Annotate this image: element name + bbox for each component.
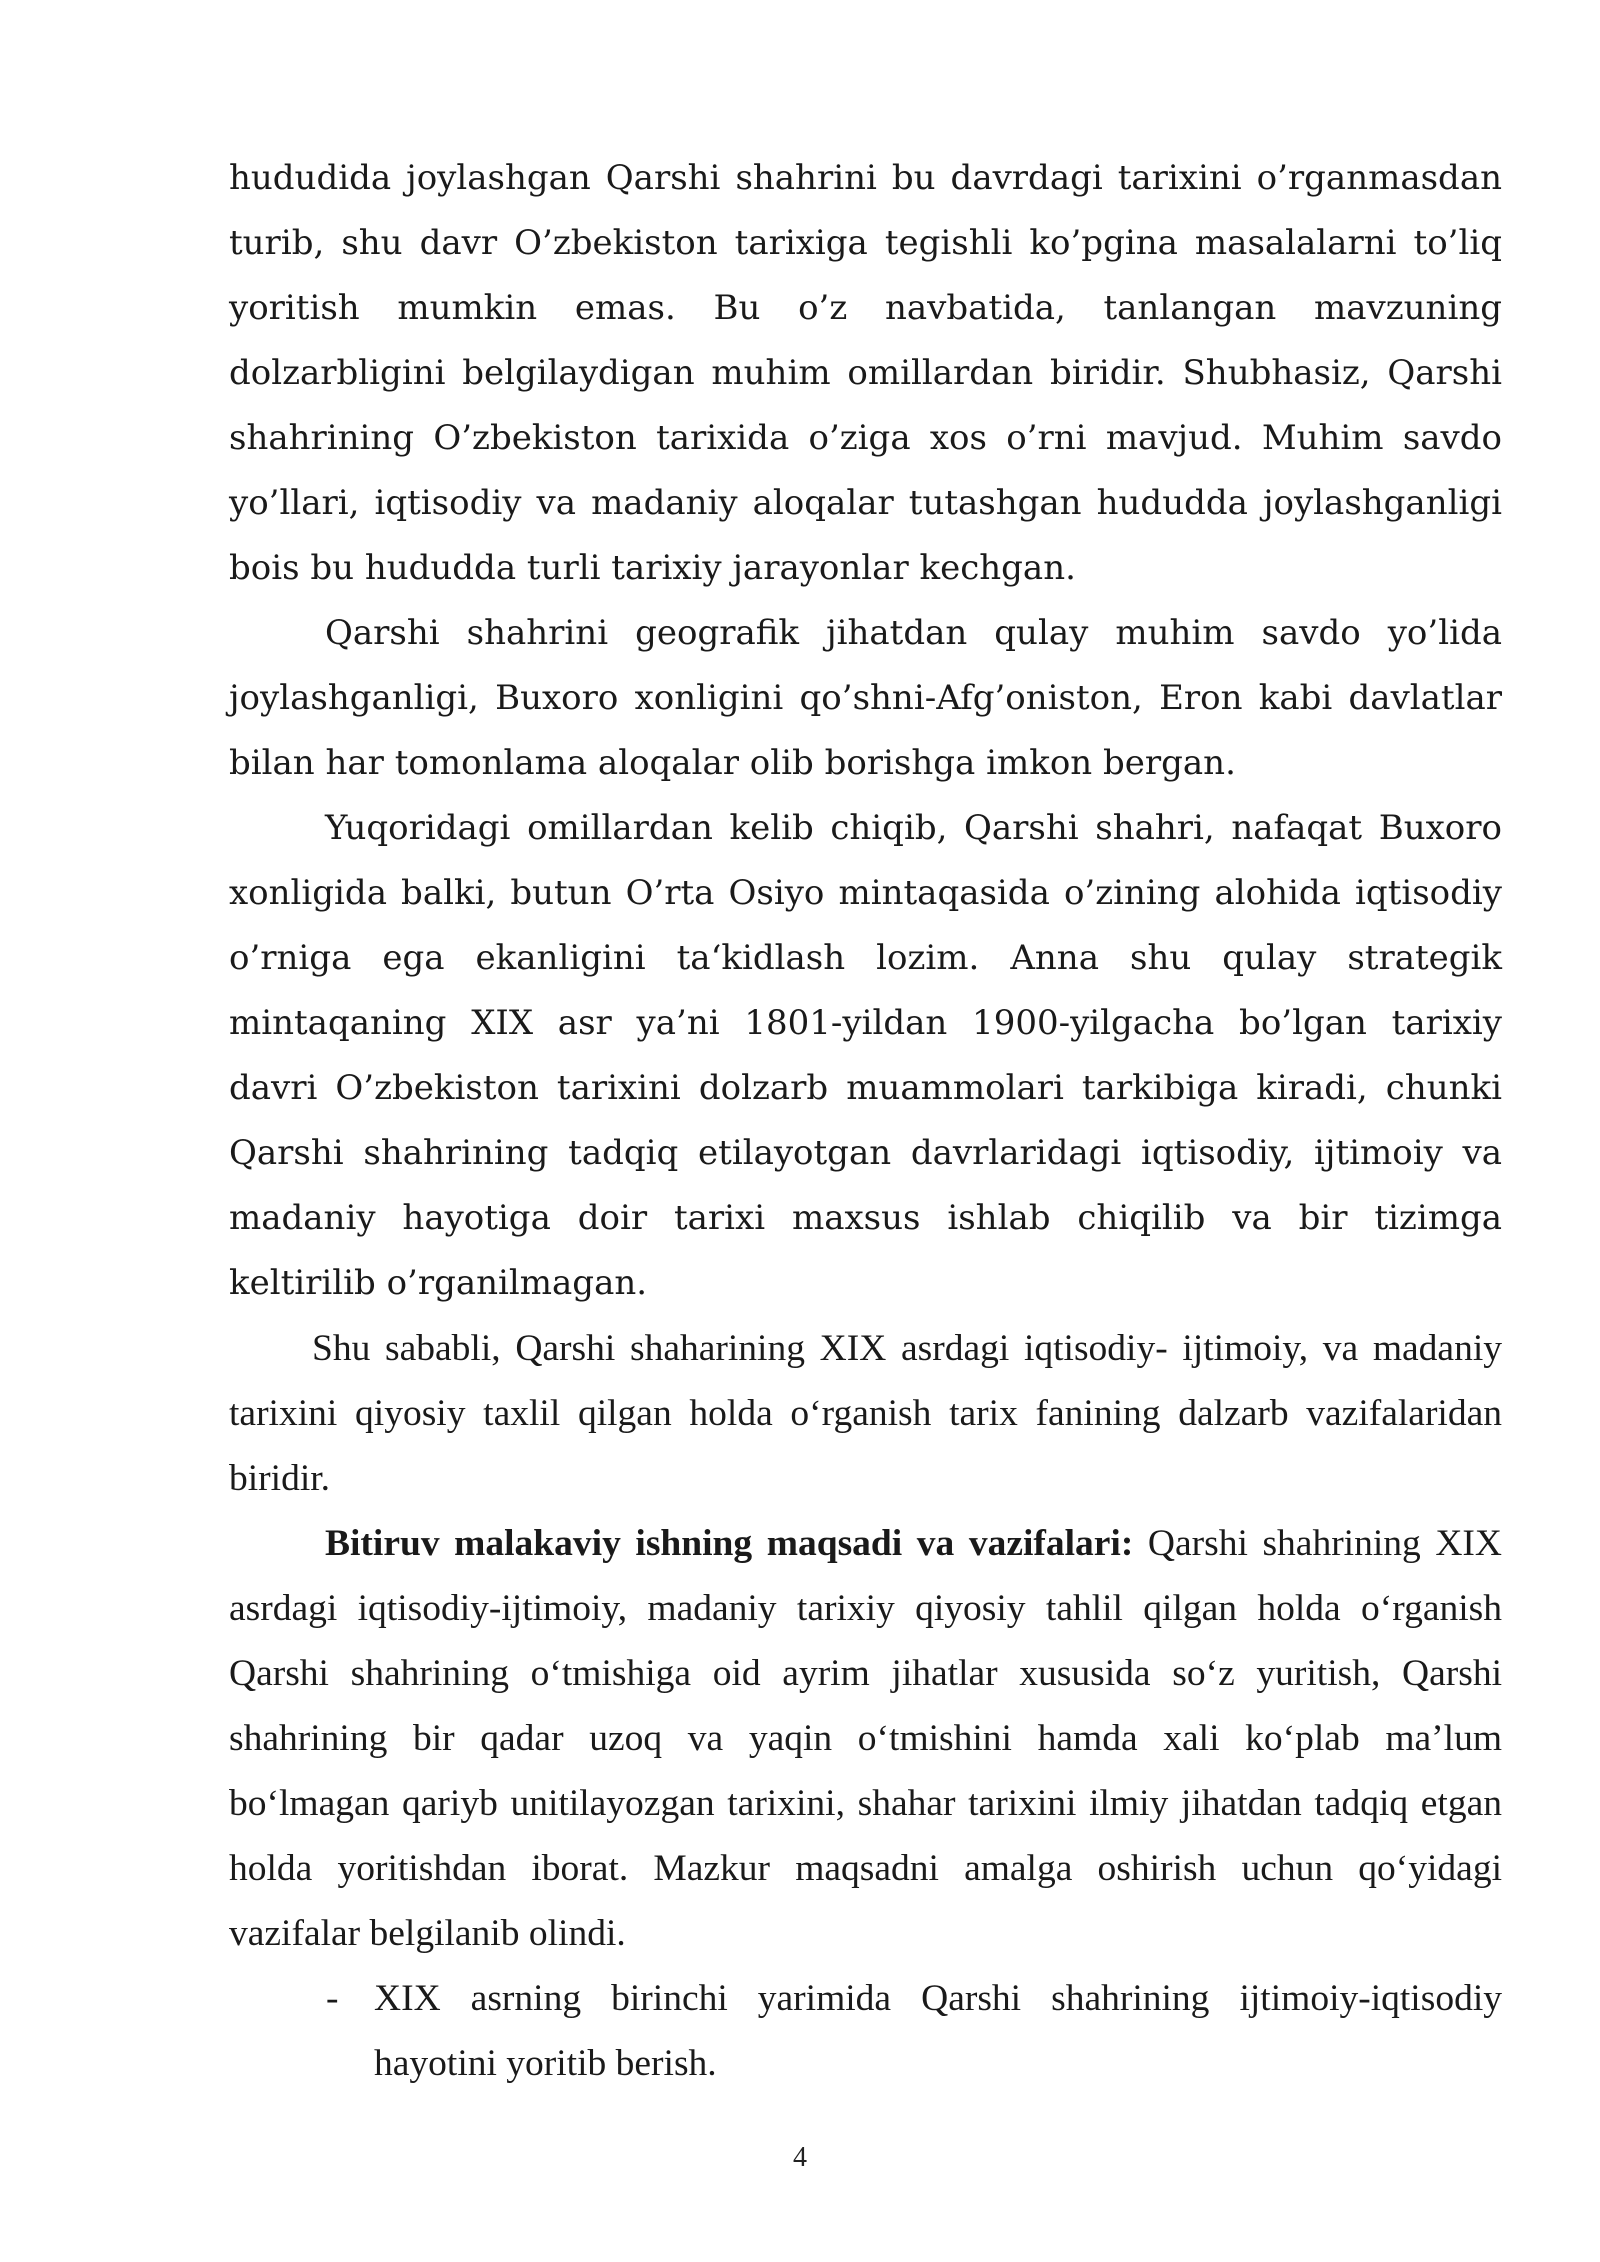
paragraph-relevance: Shu sababli, Qarshi shaharining XIX asrdagi iqtisodiy- ijtimoiy, va madaniy tarixini qiyosiy taxlil qilgan holda o‘rganish tarix fanining dalzarb vazifalaridan biridir. <box>229 1328 1502 1499</box>
list-item-text: XIX asrning birinchi yarimida Qarshi shahrining ijtimoiy-iqtisodiy hayotini yoritib berish. <box>374 1978 1502 2084</box>
list-item <box>229 1966 1502 2096</box>
goals-text: Qarshi shahrining XIX asrdagi iqtisodiy-ijtimoiy, madaniy tarixiy qiyosiy tahlil qilgan holda o‘rganish Qarshi shahrining o‘tmishiga oid ayrim jihatlar xususida so‘z yuritish, Qarshi shahrining bir qadar uzoq va yaqin o‘tmishini hamda xali ko‘plab ma’lum bo‘lmagan qariyb unitilayozgan tarixini, shahar tarixini ilmiy jihatdan tadqiq etgan holda yoritishdan iborat. Mazkur maqsadni amalga oshirish uchun qo‘yidagi vazifalar belgilanib olindi. <box>229 1523 1502 1954</box>
paragraph-geography: Qarshi shahrini geografik jihatdan qulay muhim savdo yo’lida joylashganligi, Buxoro xonligini qo’shni-Afg’oniston, Eron kabi davlatlar bilan har tomonlama aloqalar olib borishga imkon bergan. <box>229 613 1502 783</box>
paragraph-significance: Yuqoridagi omillardan kelib chiqib, Qarshi shahri, nafaqat Buxoro xonligida balki, butun O’rta Osiyo mintaqasida o’zining alohida iqtisodiy o’rniga ega ekanligini ta‘kidlash lozim. Anna shu qulay strategik mintaqaning XIX asr ya’ni 1801-yildan 1900-yilgacha bo’lgan tarixiy davri O’zbekiston tarixini dolzarb muammolari tarkibiga kiradi, chunki Qarshi shahrining tadqiq etilayotgan davrlaridagi iqtisodiy, ijtimoiy va madaniy hayotiga doir tarixi maxsus ishlab chiqilib va bir tizimga keltirilib o’rganilmagan. <box>229 808 1502 1303</box>
list-bullet: - <box>326 1978 339 2019</box>
paragraph-goals <box>229 1511 1502 1966</box>
page-number: 4 <box>793 2142 807 2173</box>
paragraph-intro: hududida joylashgan Qarshi shahrini bu davrdagi tarixini o’rganmasdan turib, shu davr O’zbekiston tarixiga tegishli ko’pgina masalalarni to’liq yoritish mumkin emas. Bu o’z navbatida, tanlangan mavzuning dolzarbligini belgilaydigan muhim omillardan biridir. Shubhasiz, Qarshi shahrining O’zbekiston tarixida o’ziga xos o’rni mavjud. Muhim savdo yo’llari, iqtisodiy va madaniy aloqalar tutashgan hududda joylashganligi bois bu hududda turli tarixiy jarayonlar kechgan. <box>229 158 1502 588</box>
goals-heading: Bitiruv malakaviy ishning maqsadi va vazifalari: <box>325 1523 1134 1564</box>
document-body <box>229 146 1502 2096</box>
